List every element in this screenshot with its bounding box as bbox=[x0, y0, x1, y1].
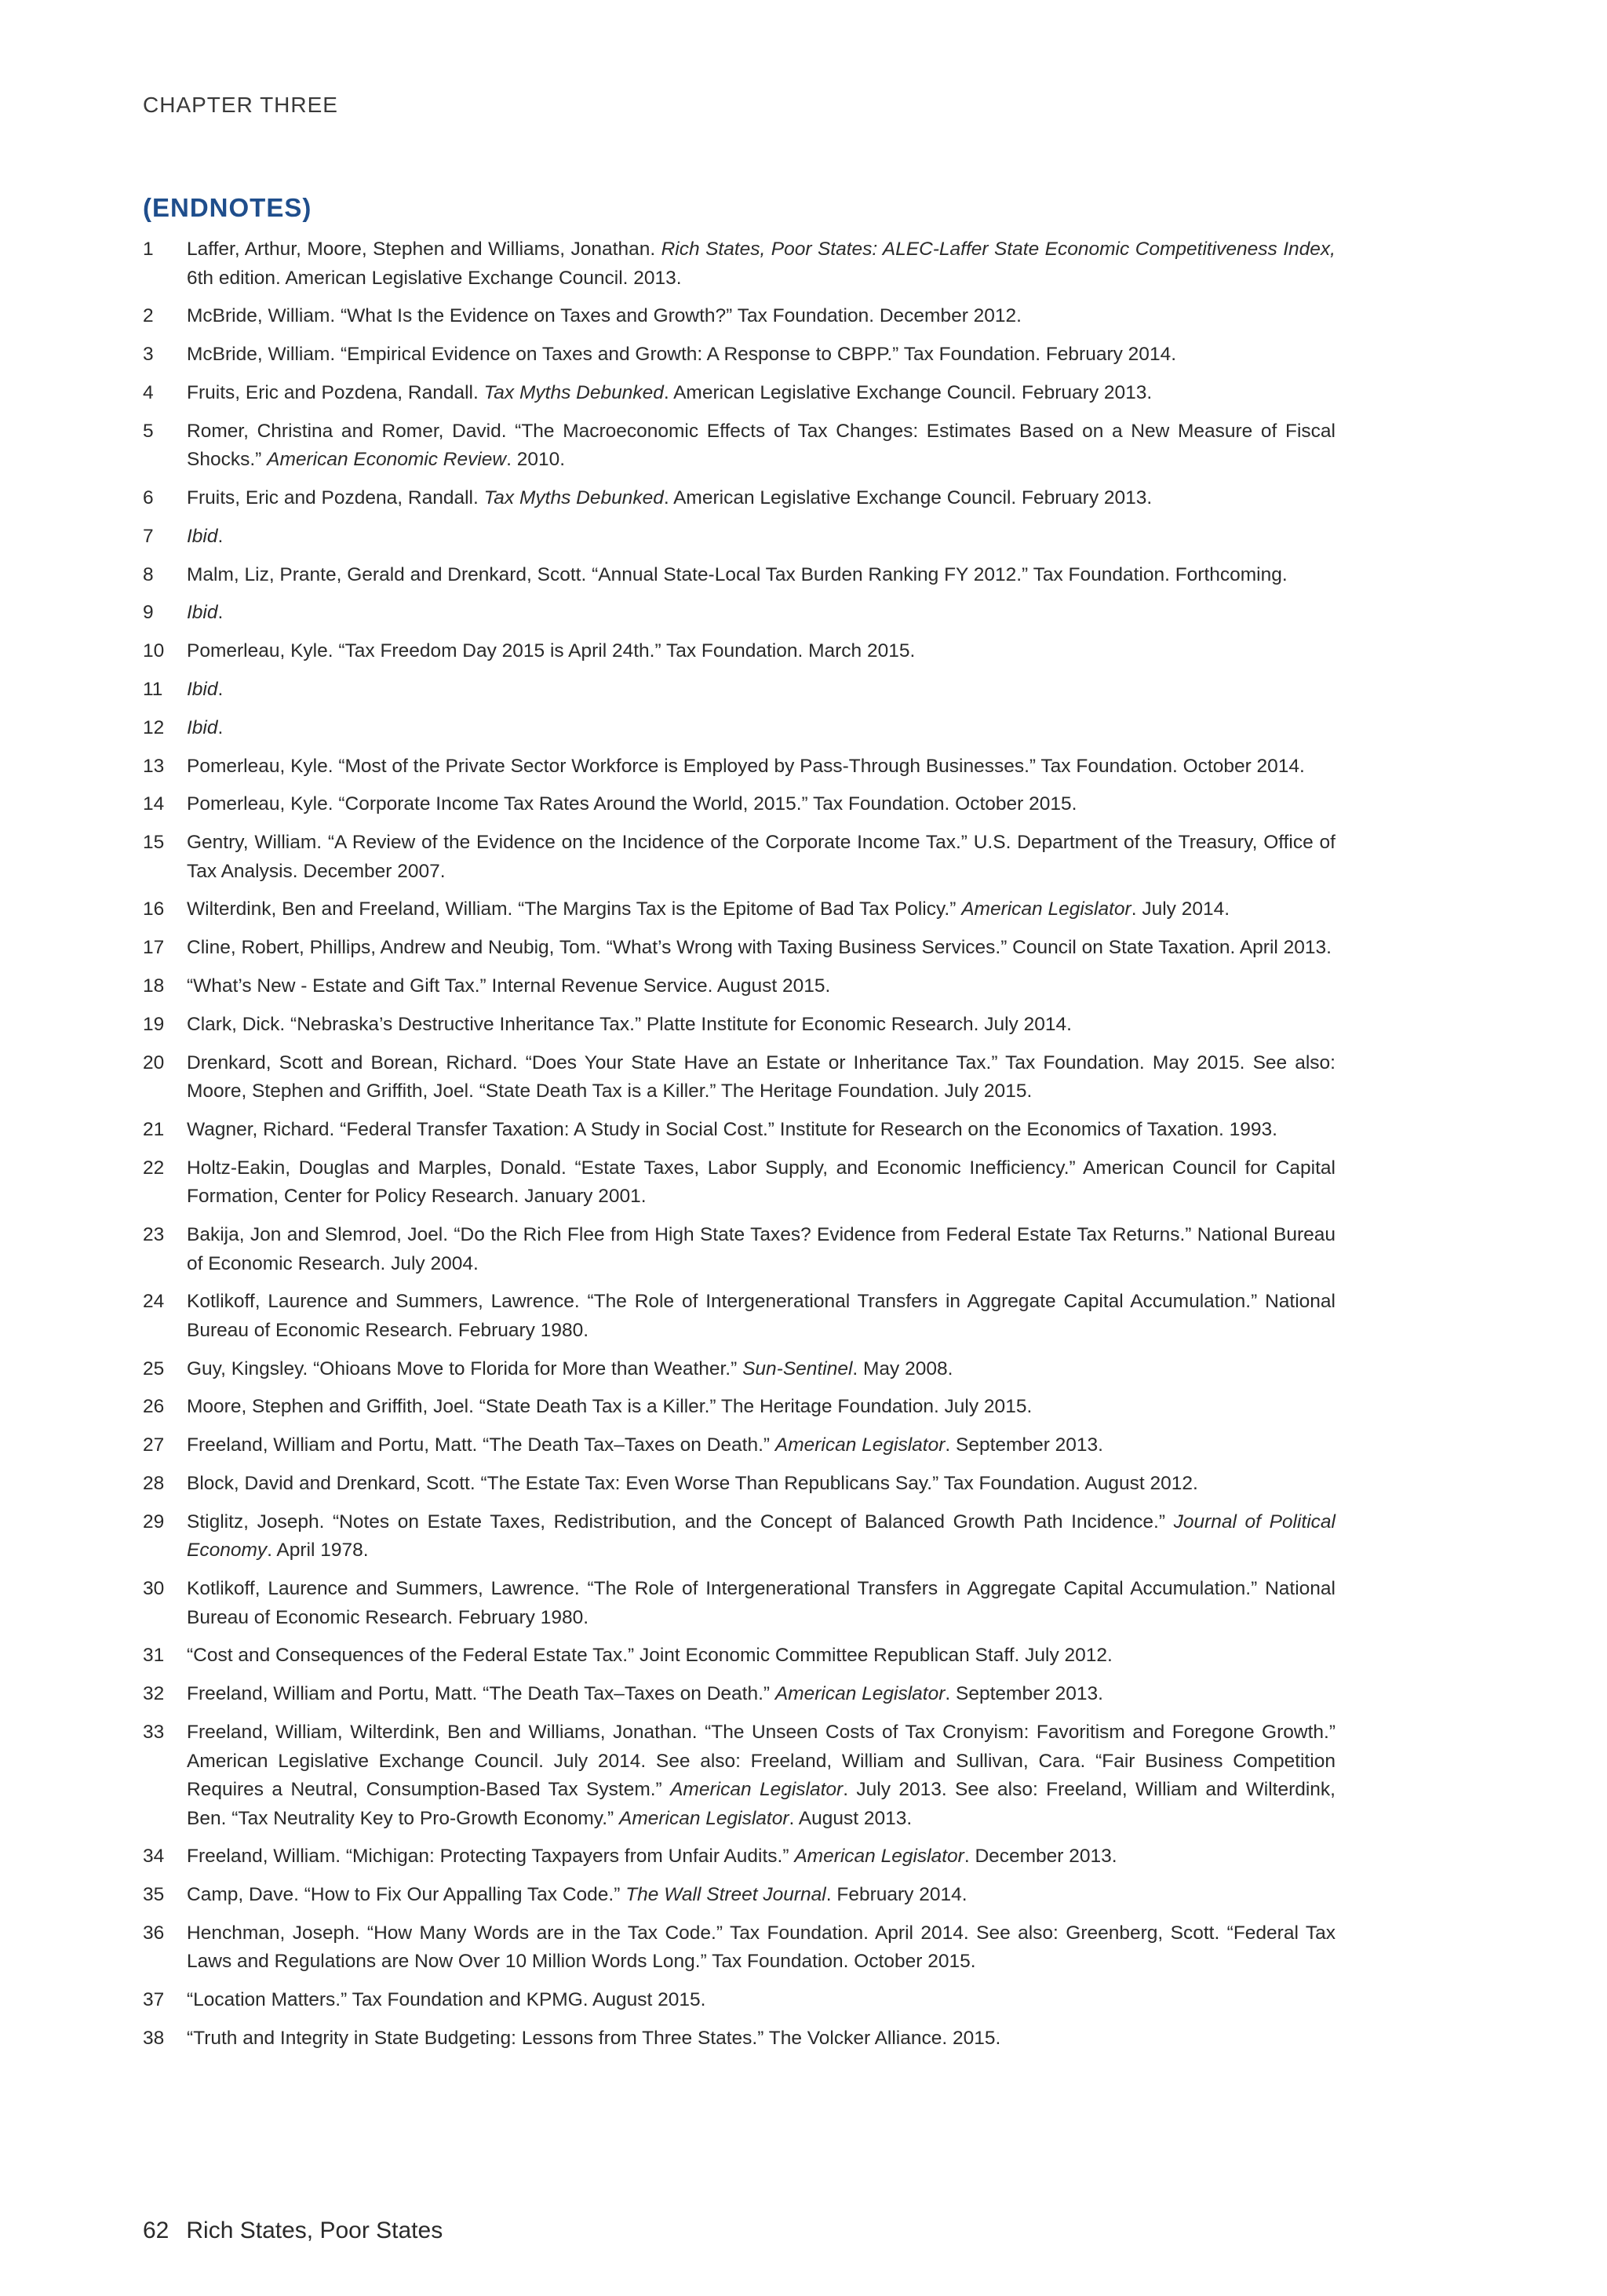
endnote-text bbox=[187, 790, 1336, 819]
endnote-italic-title: Ibid bbox=[187, 716, 218, 738]
endnote-text-segment: Pomerleau, Kyle. “Tax Freedom Day 2015 is April 24th.” Tax Foundation. March 2015. bbox=[187, 640, 916, 662]
endnote-item bbox=[143, 1393, 1336, 1422]
endnote-text-segment: Fruits, Eric and Pozdena, Randall. bbox=[187, 487, 484, 508]
endnote-italic-title: American Legislator bbox=[774, 1683, 946, 1705]
endnote-number: 12 bbox=[143, 716, 165, 738]
endnote-number: 6 bbox=[143, 487, 154, 508]
endnote-number: 5 bbox=[143, 420, 154, 442]
endnote-text bbox=[187, 1116, 1336, 1145]
endnote-text bbox=[187, 1049, 1336, 1106]
endnote-text-segment: . May 2008. bbox=[852, 1358, 953, 1379]
endnote-text bbox=[187, 829, 1336, 886]
endnote-text-segment: . September 2013. bbox=[945, 1434, 1103, 1456]
endnote-text-segment: Pomerleau, Kyle. “Corporate Income Tax Rates Around the World, 2015.” Tax Foundation. October 2015. bbox=[187, 793, 1077, 815]
endnote-text-segment: Freeland, William. “Michigan: Protecting Taxpayers from Unfair Audits.” bbox=[187, 1846, 795, 1868]
endnote-number: 37 bbox=[143, 1989, 165, 2011]
endnote-item bbox=[143, 1919, 1336, 1977]
chapter-header: CHAPTER THREE bbox=[143, 93, 338, 117]
endnote-item bbox=[143, 561, 1336, 590]
endnote-text bbox=[187, 1508, 1336, 1565]
endnote-number: 14 bbox=[143, 793, 165, 815]
endnote-text bbox=[187, 1393, 1336, 1422]
endnote-italic-title: Tax Myths Debunked bbox=[483, 487, 664, 508]
endnote-item bbox=[143, 1718, 1336, 1833]
page-number: 62 bbox=[143, 2218, 169, 2243]
endnote-text bbox=[187, 1011, 1336, 1040]
endnote-italic-title: Sun-Sentinel bbox=[742, 1358, 853, 1379]
endnote-number: 28 bbox=[143, 1473, 165, 1495]
endnote-text bbox=[187, 934, 1336, 963]
endnote-text-segment: . 2010. bbox=[506, 449, 566, 471]
endnote-item bbox=[143, 1116, 1336, 1145]
endnote-italic-title: American Legislator bbox=[774, 1434, 946, 1456]
endnote-number: 29 bbox=[143, 1511, 165, 1532]
endnote-text bbox=[187, 523, 1336, 552]
endnote-item bbox=[143, 934, 1336, 963]
endnote-item bbox=[143, 302, 1336, 331]
endnote-text-segment: Malm, Liz, Prante, Gerald and Drenkard, Scott. “Annual State-Local Tax Burden Ranking FY 2012.” Tax Foundation. Forthcoming. bbox=[187, 563, 1288, 585]
endnote-item bbox=[143, 1431, 1336, 1460]
endnote-item bbox=[143, 637, 1336, 666]
endnote-italic-title: American Legislator bbox=[619, 1807, 789, 1829]
endnote-item bbox=[143, 676, 1336, 705]
endnote-number: 25 bbox=[143, 1358, 165, 1379]
endnote-item bbox=[143, 1011, 1336, 1040]
endnote-text bbox=[187, 484, 1336, 513]
endnote-text bbox=[187, 753, 1336, 782]
endnote-text-segment: . July 2014. bbox=[1131, 898, 1230, 920]
endnote-item bbox=[143, 2024, 1336, 2054]
endnote-text bbox=[187, 599, 1336, 628]
endnote-number: 32 bbox=[143, 1683, 165, 1705]
endnote-item bbox=[143, 379, 1336, 408]
page-footer bbox=[143, 2218, 443, 2244]
endnote-item bbox=[143, 235, 1336, 293]
endnote-italic-title: American Legislator bbox=[961, 898, 1131, 920]
endnote-text-segment: Moore, Stephen and Griffith, Joel. “State Death Tax is a Killer.” The Heritage Foundation. July 2015. bbox=[187, 1396, 1033, 1418]
endnote-item bbox=[143, 1508, 1336, 1565]
endnote-text bbox=[187, 2024, 1336, 2054]
endnote-italic-title: The Wall Street Journal bbox=[625, 1884, 826, 1906]
endnote-text-segment: Kotlikoff, Laurence and Summers, Lawrence. “The Role of Intergenerational Transfers in Aggregate Capital Accumulation.” National Bureau of Economic Research. February 1980. bbox=[187, 1291, 1336, 1341]
endnote-text bbox=[187, 417, 1336, 475]
endnote-text bbox=[187, 561, 1336, 590]
endnote-number: 26 bbox=[143, 1396, 165, 1418]
endnote-number: 22 bbox=[143, 1157, 165, 1179]
endnote-text-segment: . April 1978. bbox=[267, 1540, 369, 1562]
endnote-text-segment: . American Legislative Exchange Council. February 2013. bbox=[663, 381, 1153, 403]
endnote-text bbox=[187, 1288, 1336, 1345]
endnote-text-segment: Freeland, William, Wilterdink, Ben and Williams, Jonathan. “The Unseen Costs of Tax Cronyism: Favoritism and Foregone Growth.” American Legislative Exchange Council. July 2014. See also: Freeland, William and Sullivan, Cara. “Fair Business Competition Requires a Neutral, Consumption-Based Tax System.” bbox=[187, 1722, 1336, 1800]
endnote-number: 38 bbox=[143, 2027, 165, 2049]
endnote-text-segment: “What’s New - Estate and Gift Tax.” Internal Revenue Service. August 2015. bbox=[187, 975, 831, 997]
endnote-number: 11 bbox=[143, 678, 163, 700]
endnote-italic-title: American Legislator bbox=[670, 1779, 844, 1800]
endnote-text bbox=[187, 714, 1336, 743]
endnote-number: 34 bbox=[143, 1846, 165, 1868]
endnote-number: 33 bbox=[143, 1722, 165, 1743]
endnote-number: 21 bbox=[143, 1118, 165, 1140]
endnote-text-segment: McBride, William. “What Is the Evidence on Taxes and Growth?” Tax Foundation. December 2012. bbox=[187, 305, 1022, 327]
endnote-number: 17 bbox=[143, 937, 165, 959]
endnote-text bbox=[187, 1470, 1336, 1499]
endnote-number: 7 bbox=[143, 525, 154, 547]
endnote-text bbox=[187, 1986, 1336, 2015]
endnote-text bbox=[187, 1154, 1336, 1212]
endnote-text-segment: Drenkard, Scott and Borean, Richard. “Does Your State Have an Estate or Inheritance Tax.” Tax Foundation. May 2015. See also: Moore, Stephen and Griffith, Joel. “State Death Tax is a Killer.” The Heritage Foundation. July 2015. bbox=[187, 1051, 1336, 1102]
endnote-item bbox=[143, 1642, 1336, 1671]
endnote-item bbox=[143, 1355, 1336, 1384]
endnote-text-segment: . bbox=[217, 525, 224, 547]
endnote-item bbox=[143, 1470, 1336, 1499]
endnote-item bbox=[143, 1221, 1336, 1278]
endnote-text-segment: . September 2013. bbox=[945, 1683, 1103, 1705]
endnote-text-segment: Cline, Robert, Phillips, Andrew and Neubig, Tom. “What’s Wrong with Taxing Business Services.” Council on State Taxation. April 2013. bbox=[187, 937, 1332, 959]
endnote-text bbox=[187, 379, 1336, 408]
endnote-text-segment: McBride, William. “Empirical Evidence on Taxes and Growth: A Response to CBPP.” Tax Foundation. February 2014. bbox=[187, 344, 1176, 366]
endnote-text bbox=[187, 1642, 1336, 1671]
endnote-text-segment: Kotlikoff, Laurence and Summers, Lawrence. “The Role of Intergenerational Transfers in Aggregate Capital Accumulation.” National Bureau of Economic Research. February 1980. bbox=[187, 1578, 1336, 1628]
endnote-item bbox=[143, 1049, 1336, 1106]
endnote-number: 13 bbox=[143, 755, 165, 777]
endnote-italic-title: Rich States, Poor States: ALEC-Laffer State Economic Competitiveness Index, bbox=[661, 239, 1336, 260]
endnote-text bbox=[187, 895, 1336, 924]
endnote-italic-title: American Legislator bbox=[794, 1846, 964, 1868]
endnote-text bbox=[187, 1221, 1336, 1278]
endnote-text-segment: Freeland, William and Portu, Matt. “The Death Tax–Taxes on Death.” bbox=[187, 1434, 775, 1456]
endnote-text-segment: . bbox=[217, 716, 224, 738]
endnote-number: 36 bbox=[143, 1922, 165, 1944]
endnote-italic-title: Tax Myths Debunked bbox=[483, 381, 664, 403]
endnote-italic-title: Ibid bbox=[187, 678, 218, 700]
endnote-item bbox=[143, 895, 1336, 924]
endnote-text-segment: Holtz-Eakin, Douglas and Marples, Donald. “Estate Taxes, Labor Supply, and Economic Inefficiency.” American Council for Capital Formation, Center for Policy Research. January 2001. bbox=[187, 1157, 1336, 1208]
endnote-number: 3 bbox=[143, 344, 154, 366]
endnote-item bbox=[143, 714, 1336, 743]
endnote-text-segment: “Truth and Integrity in State Budgeting: Lessons from Three States.” The Volcker Alliance. 2015. bbox=[187, 2027, 1001, 2049]
endnote-number: 20 bbox=[143, 1051, 165, 1073]
endnote-text-segment: Block, David and Drenkard, Scott. “The Estate Tax: Even Worse Than Republicans Say.” Tax Foundation. August 2012. bbox=[187, 1473, 1198, 1495]
endnote-text-segment: Romer, Christina and Romer, David. “The Macroeconomic Effects of Tax Changes: Estimates Based on a New Measure of Fiscal Shocks.” bbox=[187, 420, 1336, 471]
endnotes-list bbox=[143, 235, 1336, 2063]
endnote-text bbox=[187, 1431, 1336, 1460]
endnote-text-segment: Guy, Kingsley. “Ohioans Move to Florida for More than Weather.” bbox=[187, 1358, 743, 1379]
endnote-italic-title: Ibid bbox=[187, 525, 218, 547]
endnote-item bbox=[143, 972, 1336, 1001]
endnote-text-segment: . July 2013. See also: Freeland, William and Wilterdink, Ben. “Tax Neutrality Key to Pro-Growth Economy.” bbox=[187, 1779, 1336, 1829]
endnote-number: 2 bbox=[143, 305, 154, 327]
endnote-text bbox=[187, 1881, 1336, 1910]
endnote-item bbox=[143, 1986, 1336, 2015]
endnote-italic-title: Journal of Political Economy bbox=[187, 1511, 1336, 1562]
endnote-text-segment: Henchman, Joseph. “How Many Words are in the Tax Code.” Tax Foundation. April 2014. See also: Greenberg, Scott. “Federal Tax Laws and Regulations are Now Over 10 Million Words Long.” Tax Foundation. October 2015. bbox=[187, 1922, 1336, 1973]
endnote-number: 19 bbox=[143, 1013, 165, 1035]
endnote-text bbox=[187, 637, 1336, 666]
endnote-text-segment: Fruits, Eric and Pozdena, Randall. bbox=[187, 381, 484, 403]
endnote-item bbox=[143, 1154, 1336, 1212]
endnote-text bbox=[187, 1919, 1336, 1977]
endnote-item bbox=[143, 829, 1336, 886]
endnote-text-segment: . February 2014. bbox=[825, 1884, 967, 1906]
endnote-number: 9 bbox=[143, 602, 154, 624]
publication-title: Rich States, Poor States bbox=[186, 2218, 443, 2243]
endnote-number: 8 bbox=[143, 563, 154, 585]
endnote-text-segment: Gentry, William. “A Review of the Evidence on the Incidence of the Corporate Income Tax.” U.S. Department of the Treasury, Office of Tax Analysis. December 2007. bbox=[187, 832, 1336, 882]
endnote-text-segment: “Location Matters.” Tax Foundation and KPMG. August 2015. bbox=[187, 1989, 706, 2011]
endnote-item bbox=[143, 599, 1336, 628]
endnote-text-segment: Wagner, Richard. “Federal Transfer Taxation: A Study in Social Cost.” Institute for Research on the Economics of Taxation. 1993. bbox=[187, 1118, 1277, 1140]
endnote-item bbox=[143, 1680, 1336, 1709]
endnote-item bbox=[143, 790, 1336, 819]
endnote-text bbox=[187, 1680, 1336, 1709]
endnote-number: 35 bbox=[143, 1884, 165, 1906]
endnote-text-segment: Freeland, William and Portu, Matt. “The Death Tax–Taxes on Death.” bbox=[187, 1683, 775, 1705]
endnote-text-segment: . bbox=[217, 602, 224, 624]
endnote-text-segment: “Cost and Consequences of the Federal Estate Tax.” Joint Economic Committee Republican Staff. July 2012. bbox=[187, 1645, 1113, 1667]
endnote-number: 18 bbox=[143, 975, 165, 997]
endnote-number: 24 bbox=[143, 1291, 165, 1313]
endnote-text bbox=[187, 341, 1336, 370]
endnote-text-segment: . August 2013. bbox=[789, 1807, 913, 1829]
endnote-item bbox=[143, 1842, 1336, 1871]
endnote-item bbox=[143, 753, 1336, 782]
endnote-text-segment: Clark, Dick. “Nebraska’s Destructive Inheritance Tax.” Platte Institute for Economic Research. July 2014. bbox=[187, 1013, 1072, 1035]
endnote-item bbox=[143, 417, 1336, 475]
endnote-item bbox=[143, 484, 1336, 513]
endnote-italic-title: Ibid bbox=[187, 602, 218, 624]
endnote-number: 31 bbox=[143, 1645, 165, 1667]
section-heading: (ENDNOTES) bbox=[143, 193, 312, 222]
endnote-item bbox=[143, 1575, 1336, 1632]
endnote-item bbox=[143, 1288, 1336, 1345]
endnote-italic-title: American Economic Review bbox=[267, 449, 507, 471]
endnote-number: 4 bbox=[143, 381, 154, 403]
endnote-text bbox=[187, 1718, 1336, 1833]
endnote-item bbox=[143, 1881, 1336, 1910]
endnote-text-segment: . December 2013. bbox=[964, 1846, 1117, 1868]
endnote-text bbox=[187, 235, 1336, 293]
endnote-number: 23 bbox=[143, 1224, 165, 1246]
endnote-text bbox=[187, 1355, 1336, 1384]
endnote-text-segment: Wilterdink, Ben and Freeland, William. “The Margins Tax is the Epitome of Bad Tax Policy.” bbox=[187, 898, 962, 920]
endnote-number: 10 bbox=[143, 640, 165, 662]
endnote-text bbox=[187, 676, 1336, 705]
endnote-text bbox=[187, 1842, 1336, 1871]
endnote-text bbox=[187, 972, 1336, 1001]
endnote-text-segment: Camp, Dave. “How to Fix Our Appalling Tax Code.” bbox=[187, 1884, 626, 1906]
endnote-text-segment: . bbox=[217, 678, 224, 700]
endnote-text-segment: 6th edition. American Legislative Exchange Council. 2013. bbox=[187, 267, 682, 289]
endnote-number: 30 bbox=[143, 1578, 165, 1600]
endnote-text-segment: Bakija, Jon and Slemrod, Joel. “Do the Rich Flee from High State Taxes? Evidence from Federal Estate Tax Returns.” National Bureau of Economic Research. July 2004. bbox=[187, 1224, 1336, 1274]
endnote-number: 16 bbox=[143, 898, 165, 920]
endnote-number: 27 bbox=[143, 1434, 165, 1456]
endnote-text-segment: Stiglitz, Joseph. “Notes on Estate Taxes, Redistribution, and the Concept of Balanced Growth Path Incidence.” bbox=[187, 1511, 1174, 1532]
endnote-number: 1 bbox=[143, 239, 154, 260]
endnote-text bbox=[187, 1575, 1336, 1632]
endnote-item bbox=[143, 341, 1336, 370]
endnote-text-segment: Pomerleau, Kyle. “Most of the Private Sector Workforce is Employed by Pass-Through Businesses.” Tax Foundation. October 2014. bbox=[187, 755, 1305, 777]
endnote-item bbox=[143, 523, 1336, 552]
endnote-text-segment: . American Legislative Exchange Council. February 2013. bbox=[663, 487, 1153, 508]
endnote-number: 15 bbox=[143, 832, 165, 854]
endnote-text bbox=[187, 302, 1336, 331]
endnote-text-segment: Laffer, Arthur, Moore, Stephen and Williams, Jonathan. bbox=[187, 239, 661, 260]
